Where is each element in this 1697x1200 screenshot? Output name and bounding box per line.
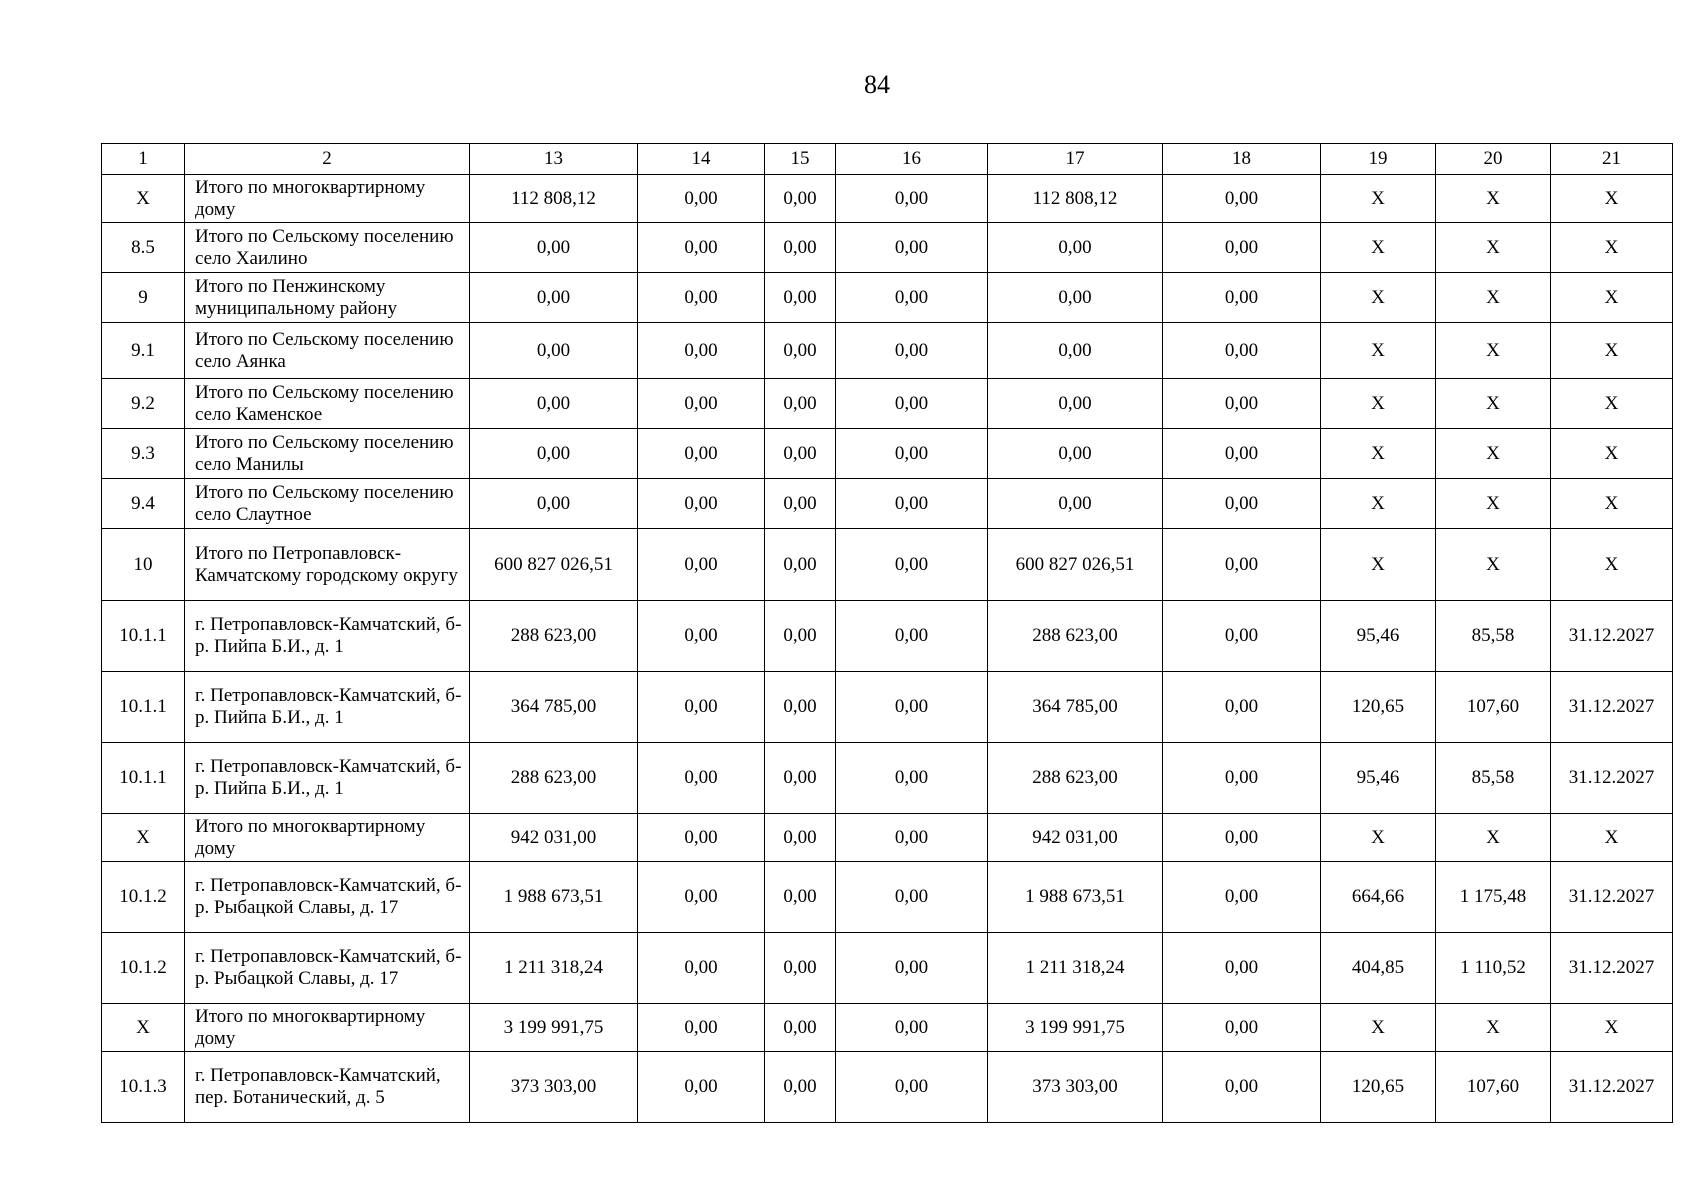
table-row xyxy=(102,814,1673,862)
row-name-cell: Итого по Сельскому поселению село Хаилино xyxy=(185,223,470,273)
header-cell: 14 xyxy=(638,144,765,175)
header-cell: 13 xyxy=(470,144,638,175)
row-name-cell: Итого по многоквартирному дому xyxy=(185,814,470,862)
table-cell: 0,00 xyxy=(470,223,638,273)
table-cell: X xyxy=(1436,175,1551,223)
table-cell: 3 199 991,75 xyxy=(988,1004,1163,1052)
table-cell: X xyxy=(1551,223,1673,273)
table-cell: 0,00 xyxy=(765,814,836,862)
table-cell: 0,00 xyxy=(765,529,836,601)
table-cell: 0,00 xyxy=(1163,175,1321,223)
table-cell: X xyxy=(1436,529,1551,601)
table-row xyxy=(102,479,1673,529)
table-row xyxy=(102,601,1673,672)
table-cell: 0,00 xyxy=(638,1052,765,1123)
table-body xyxy=(102,144,1673,1123)
data-table xyxy=(101,143,1673,1123)
table-row xyxy=(102,1004,1673,1052)
header-cell: 18 xyxy=(1163,144,1321,175)
row-name-cell: Итого по Сельскому поселению село Аянка xyxy=(185,323,470,379)
table-cell: 942 031,00 xyxy=(988,814,1163,862)
table-cell: X xyxy=(1436,379,1551,429)
table-row xyxy=(102,672,1673,743)
table-cell: X xyxy=(1436,273,1551,323)
row-name-cell: г. Петропавловск-Камчатский, б-р. Рыбацкой Славы, д. 17 xyxy=(185,862,470,933)
table-cell: 31.12.2027 xyxy=(1551,862,1673,933)
table-cell: 0,00 xyxy=(836,743,988,814)
table-cell: X xyxy=(1321,379,1436,429)
row-name-cell: Итого по Пенжинскому муниципальному району xyxy=(185,273,470,323)
table-cell: 0,00 xyxy=(638,323,765,379)
table-cell: X xyxy=(1436,323,1551,379)
row-name-cell: г. Петропавловск-Камчатский, пер. Ботанический, д. 5 xyxy=(185,1052,470,1123)
page-number: 84 xyxy=(864,70,890,99)
header-cell: 1 xyxy=(102,144,185,175)
table-cell: X xyxy=(1436,223,1551,273)
table-cell: 120,65 xyxy=(1321,1052,1436,1123)
table-cell: 0,00 xyxy=(836,223,988,273)
table-cell: 1 211 318,24 xyxy=(470,933,638,1004)
table-cell: X xyxy=(1551,273,1673,323)
table-cell: 0,00 xyxy=(1163,323,1321,379)
table-cell: 0,00 xyxy=(765,933,836,1004)
row-name-cell: г. Петропавловск-Камчатский, б-р. Рыбацкой Славы, д. 17 xyxy=(185,933,470,1004)
header-cell: 16 xyxy=(836,144,988,175)
table-cell: 373 303,00 xyxy=(470,1052,638,1123)
table-cell: 0,00 xyxy=(765,601,836,672)
row-name-cell: г. Петропавловск-Камчатский, б-р. Пийпа Б.И., д. 1 xyxy=(185,601,470,672)
table-cell: 0,00 xyxy=(765,1004,836,1052)
table-cell: X xyxy=(1551,1004,1673,1052)
table-row xyxy=(102,933,1673,1004)
table-cell: 0,00 xyxy=(1163,743,1321,814)
table-cell: 0,00 xyxy=(470,429,638,479)
table-cell: 0,00 xyxy=(638,175,765,223)
table-cell: 0,00 xyxy=(765,429,836,479)
table-row xyxy=(102,1052,1673,1123)
table-cell: X xyxy=(102,1004,185,1052)
table-cell: 0,00 xyxy=(1163,933,1321,1004)
table-row xyxy=(102,429,1673,479)
table-cell: X xyxy=(1551,814,1673,862)
table-cell: 0,00 xyxy=(638,862,765,933)
table-cell: 0,00 xyxy=(1163,429,1321,479)
table-cell: 31.12.2027 xyxy=(1551,933,1673,1004)
table-cell: 0,00 xyxy=(638,429,765,479)
table-cell: 0,00 xyxy=(638,933,765,1004)
table-cell: 10.1.3 xyxy=(102,1052,185,1123)
table-cell: 0,00 xyxy=(836,429,988,479)
table-cell: X xyxy=(1551,379,1673,429)
header-cell: 2 xyxy=(185,144,470,175)
table-cell: 0,00 xyxy=(1163,601,1321,672)
table-cell: 0,00 xyxy=(836,273,988,323)
table-row xyxy=(102,379,1673,429)
table-row xyxy=(102,529,1673,601)
table-row xyxy=(102,175,1673,223)
table-cell: 0,00 xyxy=(638,743,765,814)
table-cell: 9.2 xyxy=(102,379,185,429)
table-cell: 364 785,00 xyxy=(470,672,638,743)
table-cell: 0,00 xyxy=(988,429,1163,479)
table-cell: X xyxy=(1321,529,1436,601)
table-cell: 0,00 xyxy=(470,479,638,529)
table-cell: 942 031,00 xyxy=(470,814,638,862)
table-cell: 1 988 673,51 xyxy=(470,862,638,933)
table-cell: 288 623,00 xyxy=(988,743,1163,814)
header-cell: 19 xyxy=(1321,144,1436,175)
table-cell: 0,00 xyxy=(470,379,638,429)
table-cell: 0,00 xyxy=(765,743,836,814)
table-cell: 0,00 xyxy=(988,223,1163,273)
table-cell: 9.1 xyxy=(102,323,185,379)
table-cell: 404,85 xyxy=(1321,933,1436,1004)
table-cell: X xyxy=(1321,429,1436,479)
table-cell: 0,00 xyxy=(836,529,988,601)
table-cell: X xyxy=(1551,479,1673,529)
table-cell: 0,00 xyxy=(1163,672,1321,743)
table-cell: X xyxy=(1551,175,1673,223)
table-cell: 0,00 xyxy=(638,273,765,323)
table-row xyxy=(102,743,1673,814)
table-cell: 0,00 xyxy=(988,273,1163,323)
table-cell: 0,00 xyxy=(765,672,836,743)
table-cell: 112 808,12 xyxy=(988,175,1163,223)
table-cell: X xyxy=(1321,814,1436,862)
table-cell: 8.5 xyxy=(102,223,185,273)
table-cell: X xyxy=(1551,429,1673,479)
header-cell: 15 xyxy=(765,144,836,175)
table-cell: X xyxy=(1436,1004,1551,1052)
table-cell: 0,00 xyxy=(470,273,638,323)
table-cell: X xyxy=(1321,223,1436,273)
header-cell: 17 xyxy=(988,144,1163,175)
table-cell: 288 623,00 xyxy=(988,601,1163,672)
table-cell: 1 988 673,51 xyxy=(988,862,1163,933)
table-cell: X xyxy=(1436,814,1551,862)
table-cell: 0,00 xyxy=(988,479,1163,529)
table-cell: 9 xyxy=(102,273,185,323)
table-cell: 85,58 xyxy=(1436,601,1551,672)
table-cell: 0,00 xyxy=(836,379,988,429)
table-cell: 0,00 xyxy=(988,323,1163,379)
table-cell: 0,00 xyxy=(1163,479,1321,529)
table-cell: 0,00 xyxy=(988,379,1163,429)
table-cell: 0,00 xyxy=(836,479,988,529)
table-cell: 1 211 318,24 xyxy=(988,933,1163,1004)
table-cell: 10 xyxy=(102,529,185,601)
table-cell: X xyxy=(1321,175,1436,223)
table-cell: X xyxy=(1321,323,1436,379)
table-cell: 0,00 xyxy=(765,223,836,273)
table-cell: 85,58 xyxy=(1436,743,1551,814)
table-cell: X xyxy=(1436,479,1551,529)
table-cell: 112 808,12 xyxy=(470,175,638,223)
table-cell: 1 175,48 xyxy=(1436,862,1551,933)
table-cell: 0,00 xyxy=(836,672,988,743)
table-cell: 0,00 xyxy=(836,1052,988,1123)
table-cell: 0,00 xyxy=(836,175,988,223)
table-cell: 600 827 026,51 xyxy=(470,529,638,601)
table-cell: 664,66 xyxy=(1321,862,1436,933)
table-cell: 107,60 xyxy=(1436,672,1551,743)
table-cell: 95,46 xyxy=(1321,743,1436,814)
table-cell: 0,00 xyxy=(1163,862,1321,933)
table-cell: 0,00 xyxy=(765,862,836,933)
table-cell: X xyxy=(1551,323,1673,379)
table-cell: 0,00 xyxy=(836,933,988,1004)
table-cell: 0,00 xyxy=(765,273,836,323)
header-cell: 21 xyxy=(1551,144,1673,175)
row-name-cell: Итого по Сельскому поселению село Каменское xyxy=(185,379,470,429)
table-cell: 10.1.2 xyxy=(102,933,185,1004)
table-row xyxy=(102,323,1673,379)
table-cell: 600 827 026,51 xyxy=(988,529,1163,601)
table-cell: 0,00 xyxy=(836,601,988,672)
table-cell: 3 199 991,75 xyxy=(470,1004,638,1052)
table-cell: X xyxy=(1551,529,1673,601)
table-cell: 107,60 xyxy=(1436,1052,1551,1123)
table-cell: 0,00 xyxy=(1163,273,1321,323)
table-cell: 0,00 xyxy=(1163,1004,1321,1052)
row-name-cell: Итого по многоквартирному дому xyxy=(185,1004,470,1052)
table-cell: X xyxy=(1321,479,1436,529)
table-cell: 0,00 xyxy=(1163,529,1321,601)
header-cell: 20 xyxy=(1436,144,1551,175)
row-name-cell: Итого по Сельскому поселению село Манилы xyxy=(185,429,470,479)
table-cell: 0,00 xyxy=(638,379,765,429)
table-cell: 9.3 xyxy=(102,429,185,479)
table-cell: X xyxy=(1321,273,1436,323)
table-cell: 0,00 xyxy=(836,814,988,862)
table-cell: 0,00 xyxy=(638,529,765,601)
table-row xyxy=(102,223,1673,273)
table-cell: 0,00 xyxy=(1163,814,1321,862)
table-cell: 0,00 xyxy=(638,1004,765,1052)
table-cell: 31.12.2027 xyxy=(1551,1052,1673,1123)
row-name-cell: Итого по Петропавловск-Камчатскому городскому округу xyxy=(185,529,470,601)
table-cell: 0,00 xyxy=(765,1052,836,1123)
header-row xyxy=(102,144,1673,175)
row-name-cell: Итого по Сельскому поселению село Слаутное xyxy=(185,479,470,529)
table-cell: 10.1.2 xyxy=(102,862,185,933)
table-cell: 10.1.1 xyxy=(102,743,185,814)
table-cell: 0,00 xyxy=(836,862,988,933)
table-cell: 0,00 xyxy=(638,223,765,273)
table-cell: 0,00 xyxy=(1163,379,1321,429)
table-cell: 0,00 xyxy=(470,323,638,379)
table-cell: 364 785,00 xyxy=(988,672,1163,743)
table-cell: 0,00 xyxy=(638,672,765,743)
table-row xyxy=(102,862,1673,933)
table-cell: 0,00 xyxy=(638,814,765,862)
table-cell: 31.12.2027 xyxy=(1551,672,1673,743)
table-cell: 0,00 xyxy=(765,175,836,223)
table-cell: 0,00 xyxy=(836,1004,988,1052)
table-cell: 31.12.2027 xyxy=(1551,601,1673,672)
table-cell: 9.4 xyxy=(102,479,185,529)
table-cell: 10.1.1 xyxy=(102,672,185,743)
row-name-cell: Итого по многоквартирному дому xyxy=(185,175,470,223)
table-cell: 0,00 xyxy=(836,323,988,379)
table-cell: 0,00 xyxy=(638,479,765,529)
table-cell: 0,00 xyxy=(765,323,836,379)
table-cell: 31.12.2027 xyxy=(1551,743,1673,814)
table-cell: 0,00 xyxy=(765,379,836,429)
table-cell: 373 303,00 xyxy=(988,1052,1163,1123)
table-cell: 95,46 xyxy=(1321,601,1436,672)
row-name-cell: г. Петропавловск-Камчатский, б-р. Пийпа Б.И., д. 1 xyxy=(185,672,470,743)
table-cell: 0,00 xyxy=(765,479,836,529)
row-name-cell: г. Петропавловск-Камчатский, б-р. Пийпа Б.И., д. 1 xyxy=(185,743,470,814)
table-cell: 120,65 xyxy=(1321,672,1436,743)
table-cell: 0,00 xyxy=(1163,223,1321,273)
table-cell: X xyxy=(1436,429,1551,479)
table-cell: 0,00 xyxy=(638,601,765,672)
table-cell: 0,00 xyxy=(1163,1052,1321,1123)
table-cell: X xyxy=(102,814,185,862)
table-cell: 288 623,00 xyxy=(470,743,638,814)
table-cell: X xyxy=(102,175,185,223)
table-row xyxy=(102,273,1673,323)
table-cell: 288 623,00 xyxy=(470,601,638,672)
table-cell: X xyxy=(1321,1004,1436,1052)
table-cell: 10.1.1 xyxy=(102,601,185,672)
table-cell: 1 110,52 xyxy=(1436,933,1551,1004)
